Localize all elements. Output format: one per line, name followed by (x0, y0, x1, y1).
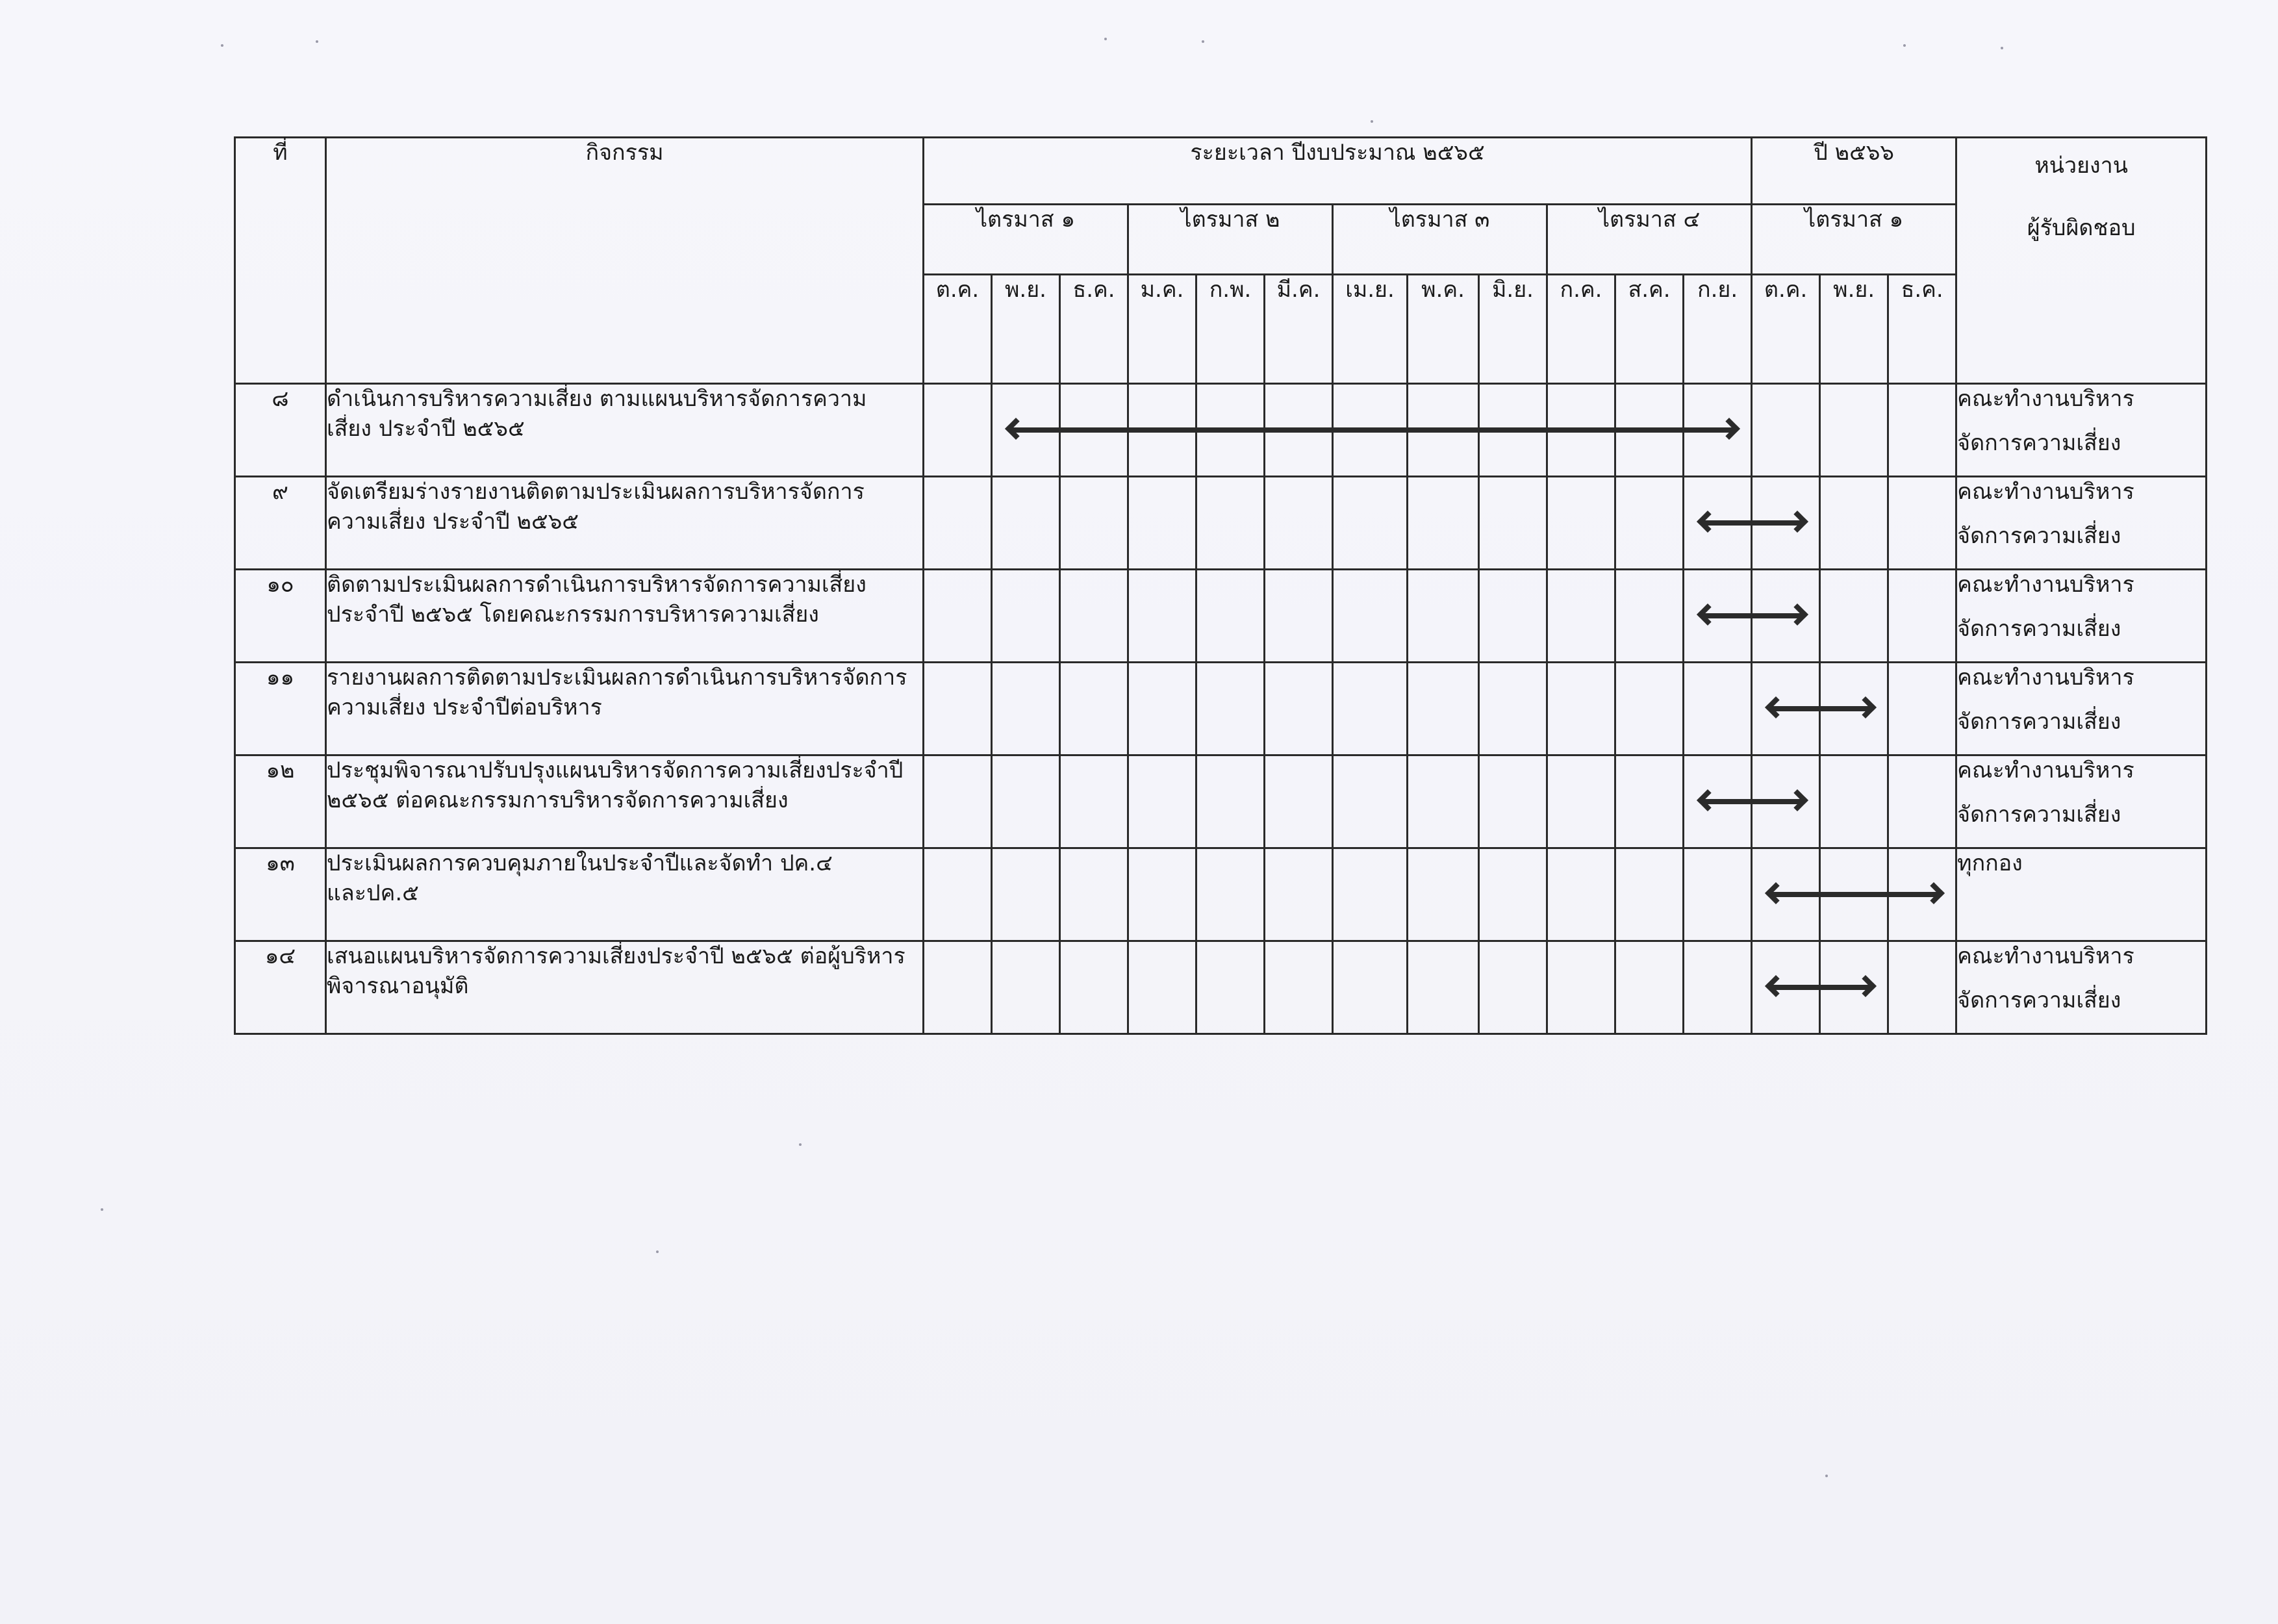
header-no: ที่ (235, 138, 326, 384)
month-cell (1128, 755, 1196, 848)
month-cell (992, 570, 1060, 663)
month-cell (1888, 384, 1956, 477)
activity-text: ประชุมพิจารณาปรับปรุงแผนบริหารจัดการความเสี่ยงประจำปี (327, 757, 904, 783)
month-cell (1333, 570, 1408, 663)
row-number: ๑๒ (235, 755, 326, 848)
responsible-text: คณะทำงานบริหาร (1957, 665, 2134, 691)
header-month: เม.ย. (1333, 275, 1408, 384)
month-cell (1479, 477, 1547, 570)
header-quarter-3: ไตรมาส ๓ (1333, 205, 1547, 275)
header-next-year: ปี ๒๕๖๖ (1752, 138, 1956, 205)
table-row (235, 755, 2207, 848)
month-cell (1820, 663, 1888, 755)
month-cell (1196, 663, 1265, 755)
row-number: ๑๑ (235, 663, 326, 755)
month-cell (1684, 384, 1752, 477)
month-cell (1265, 755, 1333, 848)
activity-text: ๒๕๖๕ ต่อคณะกรรมการบริหารจัดการความเสี่ยง (327, 787, 789, 813)
month-cell (1060, 663, 1128, 755)
month-cell (1408, 384, 1479, 477)
month-cell (1752, 755, 1820, 848)
month-cell (1060, 570, 1128, 663)
month-cell (1615, 384, 1684, 477)
month-cell (1615, 755, 1684, 848)
month-cell (1408, 477, 1479, 570)
activity-text: ความเสี่ยง ประจำปีต่อบริหาร (327, 694, 602, 720)
month-cell (1333, 941, 1408, 1034)
header-month: พ.ย. (992, 275, 1060, 384)
scan-speck (1825, 1475, 1828, 1477)
responsible-cell (1956, 570, 2207, 663)
month-cell (1196, 570, 1265, 663)
month-cell (1060, 755, 1128, 848)
table-row (235, 384, 2207, 477)
month-cell (1333, 663, 1408, 755)
month-cell (924, 384, 992, 477)
responsible-text: คณะทำงานบริหาร (1957, 479, 2134, 505)
month-cell (1265, 848, 1333, 941)
month-cell (924, 848, 992, 941)
month-cell (1128, 477, 1196, 570)
scan-speck (1371, 120, 1373, 123)
responsible-text: จัดการความเสี่ยง (1957, 429, 2121, 456)
month-cell (1479, 848, 1547, 941)
month-cell (1820, 755, 1888, 848)
activity-text: รายงานผลการติดตามประเมินผลการดำเนินการบริหารจัดการ (327, 665, 907, 691)
month-cell (1752, 477, 1820, 570)
month-cell (1333, 755, 1408, 848)
activity-text: ดำเนินการบริหารความเสี่ยง ตามแผนบริหารจัดการความ (327, 386, 867, 412)
row-number: ๑๐ (235, 570, 326, 663)
month-cell (1060, 477, 1128, 570)
month-cell (1479, 663, 1547, 755)
responsible-cell (1956, 663, 2207, 755)
responsible-text: จัดการความเสี่ยง (1957, 615, 2121, 642)
month-cell (1196, 755, 1265, 848)
month-cell (1888, 663, 1956, 755)
month-cell (1684, 941, 1752, 1034)
activity-cell (326, 755, 924, 848)
activity-cell (326, 941, 924, 1034)
month-cell (1196, 384, 1265, 477)
header-quarter-4: ไตรมาส ๔ (1547, 205, 1752, 275)
activity-text: เสี่ยง ประจำปี ๒๕๖๕ (327, 415, 525, 442)
header-month: ก.ย. (1684, 275, 1752, 384)
activity-text: เสนอแผนบริหารจัดการความเสี่ยงประจำปี ๒๕๖๕ ต่อผู้บริหาร (327, 943, 905, 969)
activity-text: ติดตามประเมินผลการดำเนินการบริหารจัดการความเสี่ยง (327, 572, 867, 598)
activity-text: ประจำปี ๒๕๖๕ โดยคณะกรรมการบริหารความเสี่ยง (327, 601, 819, 628)
month-cell (1820, 384, 1888, 477)
month-cell (1128, 848, 1196, 941)
scan-speck (1202, 40, 1204, 43)
month-cell (992, 663, 1060, 755)
activity-cell (326, 384, 924, 477)
month-cell (1888, 570, 1956, 663)
responsible-cell (1956, 477, 2207, 570)
header-quarter-1: ไตรมาส ๑ (924, 205, 1128, 275)
month-cell (992, 384, 1060, 477)
month-cell (1479, 570, 1547, 663)
month-cell (1547, 941, 1615, 1034)
table-row (235, 477, 2207, 570)
month-cell (1128, 663, 1196, 755)
responsible-text: จัดการความเสี่ยง (1957, 801, 2121, 828)
month-cell (1408, 848, 1479, 941)
month-cell (1196, 477, 1265, 570)
activity-text: จัดเตรียมร่างรายงานติดตามประเมินผลการบริหารจัดการ (327, 479, 865, 505)
month-cell (924, 755, 992, 848)
row-number: ๙ (235, 477, 326, 570)
activity-cell (326, 570, 924, 663)
month-cell (1265, 477, 1333, 570)
month-cell (1752, 384, 1820, 477)
row-number: ๘ (235, 384, 326, 477)
month-cell (1684, 477, 1752, 570)
scan-speck (316, 40, 318, 43)
header-quarter-next-1: ไตรมาส ๑ (1752, 205, 1956, 275)
month-cell (1479, 384, 1547, 477)
responsible-text: คณะทำงานบริหาร (1957, 943, 2134, 969)
month-cell (1684, 570, 1752, 663)
month-cell (992, 477, 1060, 570)
activity-text: ความเสี่ยง ประจำปี ๒๕๖๕ (327, 508, 579, 535)
responsible-text: คณะทำงานบริหาร (1957, 757, 2134, 783)
month-cell (924, 941, 992, 1034)
responsible-cell (1956, 384, 2207, 477)
header-month: พ.ย. (1820, 275, 1888, 384)
header-month: ธ.ค. (1888, 275, 1956, 384)
month-cell (1196, 941, 1265, 1034)
month-cell (1615, 941, 1684, 1034)
month-cell (1752, 663, 1820, 755)
table-row (235, 848, 2207, 941)
month-cell (1820, 570, 1888, 663)
month-cell (1888, 755, 1956, 848)
month-cell (924, 570, 992, 663)
responsible-cell (1956, 941, 2207, 1034)
month-cell (1820, 477, 1888, 570)
header-month: ต.ค. (1752, 275, 1820, 384)
month-cell (992, 755, 1060, 848)
header-month: ก.ค. (1547, 275, 1615, 384)
table-row (235, 570, 2207, 663)
header-month: ธ.ค. (1060, 275, 1128, 384)
month-cell (1547, 848, 1615, 941)
month-cell (992, 848, 1060, 941)
month-cell (1752, 570, 1820, 663)
month-cell (1615, 663, 1684, 755)
month-cell (1408, 755, 1479, 848)
month-cell (1333, 848, 1408, 941)
month-cell (1265, 663, 1333, 755)
scan-speck (2001, 47, 2003, 49)
scan-speck (101, 1208, 103, 1211)
month-cell (924, 663, 992, 755)
activity-cell (326, 477, 924, 570)
month-cell (1888, 848, 1956, 941)
month-cell (1684, 663, 1752, 755)
scan-speck (799, 1143, 802, 1146)
header-responsible-line1: หน่วยงาน (2034, 153, 2128, 179)
activity-text: ประเมินผลการควบคุมภายในประจำปีและจัดทำ ปค.๔ (327, 850, 833, 876)
month-cell (1060, 384, 1128, 477)
month-cell (1060, 941, 1128, 1034)
month-cell (1547, 570, 1615, 663)
header-month: ม.ค. (1128, 275, 1196, 384)
month-cell (1547, 477, 1615, 570)
month-cell (1408, 941, 1479, 1034)
table-row (235, 941, 2207, 1034)
month-cell (1615, 477, 1684, 570)
month-cell (1684, 755, 1752, 848)
responsible-text: จัดการความเสี่ยง (1957, 987, 2121, 1013)
risk-plan-table (234, 136, 2207, 1035)
scan-speck (1903, 44, 1906, 47)
activity-text: และปค.๕ (327, 880, 419, 906)
month-cell (1128, 384, 1196, 477)
month-cell (992, 941, 1060, 1034)
month-cell (1888, 941, 1956, 1034)
month-cell (1408, 663, 1479, 755)
month-cell (1479, 941, 1547, 1034)
month-cell (1684, 848, 1752, 941)
month-cell (1060, 848, 1128, 941)
month-cell (1128, 570, 1196, 663)
activity-text: พิจารณาอนุมัติ (327, 972, 469, 999)
scan-speck (1104, 38, 1107, 40)
header-responsible (1956, 138, 2207, 384)
scan-speck (221, 44, 223, 47)
responsible-cell (1956, 848, 2207, 941)
month-cell (1547, 755, 1615, 848)
month-cell (1547, 663, 1615, 755)
responsible-text: คณะทำงานบริหาร (1957, 386, 2134, 412)
month-cell (1615, 848, 1684, 941)
scan-speck (656, 1250, 659, 1253)
responsible-text: คณะทำงานบริหาร (1957, 572, 2134, 598)
responsible-text: จัดการความเสี่ยง (1957, 522, 2121, 549)
month-cell (1479, 755, 1547, 848)
header-activity: กิจกรรม (326, 138, 924, 384)
activity-cell (326, 663, 924, 755)
header-month: มี.ค. (1265, 275, 1333, 384)
month-cell (1888, 477, 1956, 570)
month-cell (1265, 941, 1333, 1034)
responsible-text: จัดการความเสี่ยง (1957, 708, 2121, 735)
header-responsible-line2: ผู้รับผิดชอบ (2027, 214, 2136, 241)
responsible-text: ทุกกอง (1957, 850, 2023, 876)
header-month: ต.ค. (924, 275, 992, 384)
header-month: มิ.ย. (1479, 275, 1547, 384)
month-cell (1128, 941, 1196, 1034)
header-quarter-2: ไตรมาส ๒ (1128, 205, 1333, 275)
month-cell (1333, 477, 1408, 570)
month-cell (1196, 848, 1265, 941)
row-number: ๑๓ (235, 848, 326, 941)
month-cell (1265, 384, 1333, 477)
header-month: ส.ค. (1615, 275, 1684, 384)
month-cell (1333, 384, 1408, 477)
month-cell (1615, 570, 1684, 663)
header-month: พ.ค. (1408, 275, 1479, 384)
month-cell (1408, 570, 1479, 663)
month-cell (1547, 384, 1615, 477)
responsible-cell (1956, 755, 2207, 848)
row-number: ๑๔ (235, 941, 326, 1034)
month-cell (1820, 941, 1888, 1034)
header-period: ระยะเวลา ปีงบประมาณ ๒๕๖๕ (924, 138, 1752, 205)
header-month: ก.พ. (1196, 275, 1265, 384)
month-cell (1752, 848, 1820, 941)
month-cell (1820, 848, 1888, 941)
table-body (235, 384, 2207, 1034)
month-cell (1752, 941, 1820, 1034)
table-row (235, 663, 2207, 755)
month-cell (1265, 570, 1333, 663)
month-cell (924, 477, 992, 570)
activity-cell (326, 848, 924, 941)
